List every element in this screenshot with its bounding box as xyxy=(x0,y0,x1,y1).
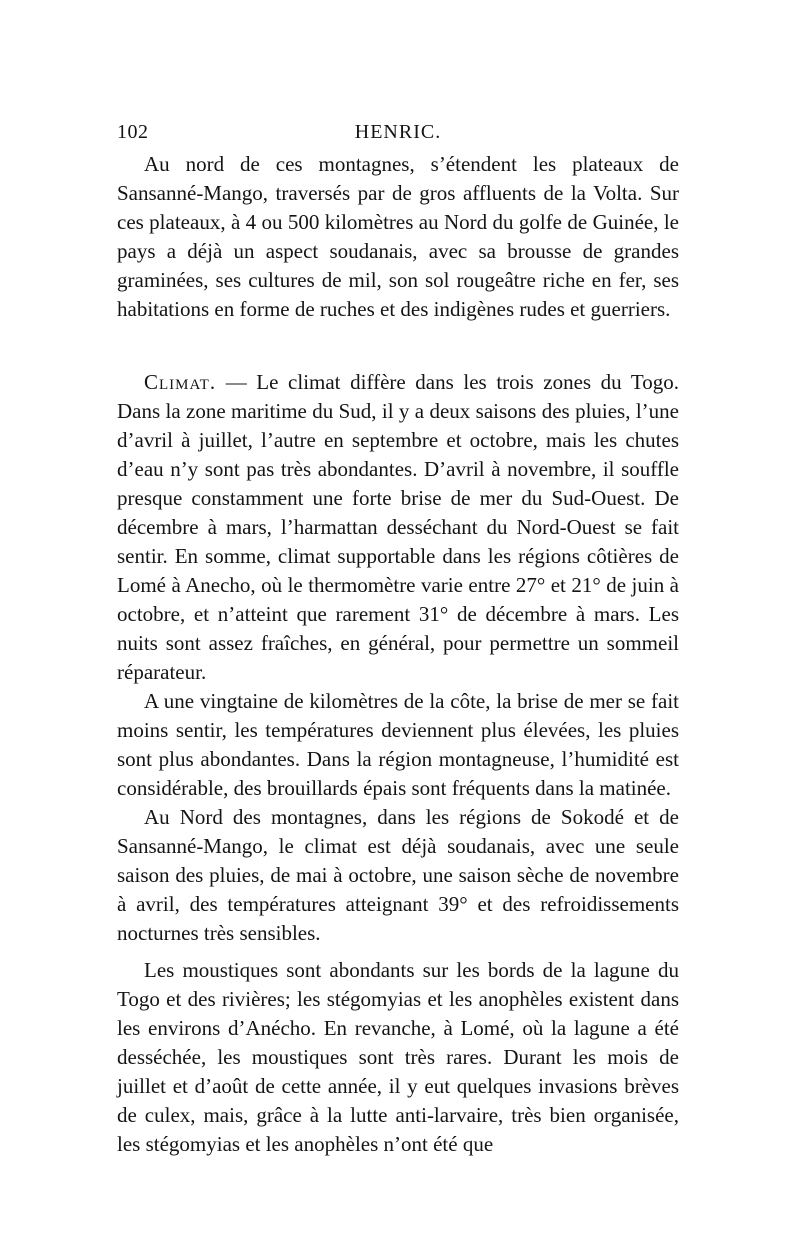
paragraph-climat xyxy=(117,368,679,687)
page-number: 102 xyxy=(117,121,149,143)
paragraph-plateaux xyxy=(117,150,679,324)
paragraph-text: Au Nord des montagnes, dans les régions de Sokodé et de Sansanné-Mango, le climat est déjà soudanais, avec une seule saison des pluies, de mai à octobre, une saison sèche de novembre à avril, des températures atteignant 39° et des refroidissements nocturnes très sensibles. xyxy=(117,805,679,945)
body-text xyxy=(117,150,679,1159)
paragraph-cote xyxy=(117,687,679,803)
paragraph-nord xyxy=(117,803,679,948)
paragraph-moustiques xyxy=(117,956,679,1159)
page-header xyxy=(117,117,679,147)
paragraph-text: Les moustiques sont abondants sur les bords de la lagune du Togo et des rivières; les stégomyias et les anophèles existent dans les environs d’Anécho. En revanche, à Lomé, où la lagune a été desséchée, les moustiques sont très rares. Durant les mois de juillet et d’août de cette année, il y eut quelques invasions brèves de culex, mais, grâce à la lutte anti-larvaire, très bien organisée, les stégomyias et les anophèles n’ont été que xyxy=(117,958,679,1156)
section-heading-climat: Climat. xyxy=(144,370,217,394)
paragraph-text: A une vingtaine de kilomètres de la côte, la brise de mer se fait moins sentir, les températures deviennent plus élevées, les pluies sont plus abondantes. Dans la région montagneuse, l’humidité est considérable, des brouillards épais sont fréquents dans la matinée. xyxy=(117,689,679,800)
paragraph-text: — Le climat diffère dans les trois zones du Togo. Dans la zone maritime du Sud, il y a deux saisons des pluies, l’une d’avril à juillet, l’autre en septembre et octobre, mais les chutes d’eau n’y sont pas très abondantes. D’avril à novembre, il souffle presque constamment une forte brise de mer du Sud-Ouest. De décembre à mars, l’harmattan desséchant du Nord-Ouest se fait sentir. En somme, climat supportable dans les régions côtières de Lomé à Anecho, où le thermomètre varie entre 27° et 21° de juin à octobre, et n’atteint que rarement 31° de décembre à mars. Les nuits sont assez fraîches, en général, pour permettre un sommeil réparateur. xyxy=(117,370,679,684)
paragraph-text: Au nord de ces montagnes, s’étendent les plateaux de Sansanné-Mango, traversés par de gros affluents de la Volta. Sur ces plateaux, à 4 ou 500 kilomètres au Nord du golfe de Guinée, le pays a déjà un aspect soudanais, avec sa brousse de grandes graminées, ses cultures de mil, son sol rougeâtre riche en fer, ses habitations en forme de ruches et des indigènes rudes et guerriers. xyxy=(117,152,679,321)
running-head: HENRIC. xyxy=(354,121,442,143)
